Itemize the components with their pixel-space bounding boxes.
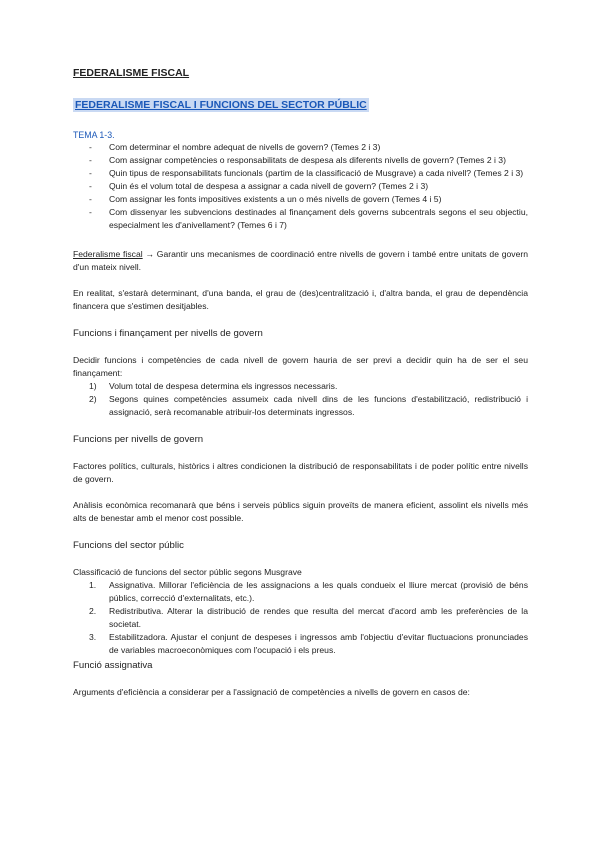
list-item: - Quin tipus de responsabilitats funcionals (partim de la classificació de Musgrave) a cada nivell? (Temes 2 i 3) <box>89 168 524 178</box>
list-item: - Com assignar les fonts impositives existents a un o més nivells de govern (Temes 4 i 5) <box>89 194 442 204</box>
list-item: 3. Estabilitzadora. Ajustar el conjunt de despeses i ingressos amb l'objectiu d'evitar fluctuacions pronunciades de variables macroeconòmiques com l'ocupació i els preus. <box>89 632 528 655</box>
musgrave-functions-list <box>73 579 528 657</box>
list-item: 1) Volum total de despesa determina els ingressos necessaris. <box>89 381 338 391</box>
paragraph-realitat: En realitat, s'estarà determinant, d'una banda, el grau de (des)centralització i, d'altra banda, el grau de dependència financera que s'estimen desitjables. <box>73 288 528 311</box>
paragraph-analisi: Anàlisis econòmica recomanarà que béns i serveis públics siguin proveïts de manera eficient, assolint els nivells més alts de benestar amb el menor cost possible. <box>73 500 528 523</box>
section-heading-assignativa: Funció assignativa <box>73 660 153 671</box>
section-heading-sector-public: Funcions del sector públic <box>73 540 184 551</box>
highlighted-subtitle: FEDERALISME FISCAL I FUNCIONS DEL SECTOR PÚBLIC <box>75 99 367 111</box>
list-item: 1. Assignativa. Millorar l'eficiència de les assignacions a les quals condueix el lliure mercat (provisió de béns públics, correcció d'externalitats, etc.). <box>89 580 528 603</box>
arrow-icon: → <box>145 249 155 259</box>
list-item: 2) Segons quines competències assumeix cada nivell dins de les funcions d'estabilització, redistribució i assignació, serà recomanable atribuir-los determinats ingressos. <box>89 394 528 417</box>
list-item: - Com assignar competències o responsabilitats de despesa als diferents nivells de govern? (Temes 2 i 3) <box>89 155 506 165</box>
list-item: - Quin és el volum total de despesa a assignar a cada nivell de govern? (Temes 2 i 3) <box>89 181 429 191</box>
paragraph-musgrave-intro: Classificació de funcions del sector públic segons Musgrave <box>73 567 302 577</box>
list-item: - Com dissenyar les subvencions destinades al finançament dels governs subcentrals segons el seu objectiu, especialment les d'anivellament? (Temes 6 i 7) <box>89 207 528 230</box>
financament-list <box>73 380 528 419</box>
tema-label: TEMA 1-3. <box>73 130 115 140</box>
list-item: - Com determinar el nombre adequat de nivells de govern? (Temes 2 i 3) <box>89 142 381 152</box>
section-heading-financament: Funcions i finançament per nivells de govern <box>73 328 263 339</box>
document-title: FEDERALISME FISCAL <box>73 67 190 79</box>
definition-term: Federalisme fiscal <box>73 249 143 259</box>
paragraph-financament-intro: Decidir funcions i competències de cada nivell de govern hauria de ser previ a decidir quin ha de ser el seu finançament: <box>73 355 528 378</box>
section-heading-nivells: Funcions per nivells de govern <box>73 434 204 445</box>
document-page <box>73 66 528 699</box>
paragraph-factors: Factores polítics, culturals, històrics i altres condicionen la distribució de responsabilitats i de poder polític entre nivells de govern. <box>73 461 528 484</box>
definition-paragraph: Federalisme fiscal → Garantir uns mecanismes de coordinació entre nivells de govern i també entre unitats de govern d'un mateix nivell. <box>73 249 529 272</box>
list-item: 2. Redistributiva. Alterar la distribució de rendes que resulta del mercat d'acord amb les preferències de la societat. <box>89 606 528 629</box>
tema-question-list <box>73 141 528 232</box>
paragraph-arguments: Arguments d'eficiència a considerar per a l'assignació de competències a nivells de govern en casos de: <box>73 687 470 697</box>
